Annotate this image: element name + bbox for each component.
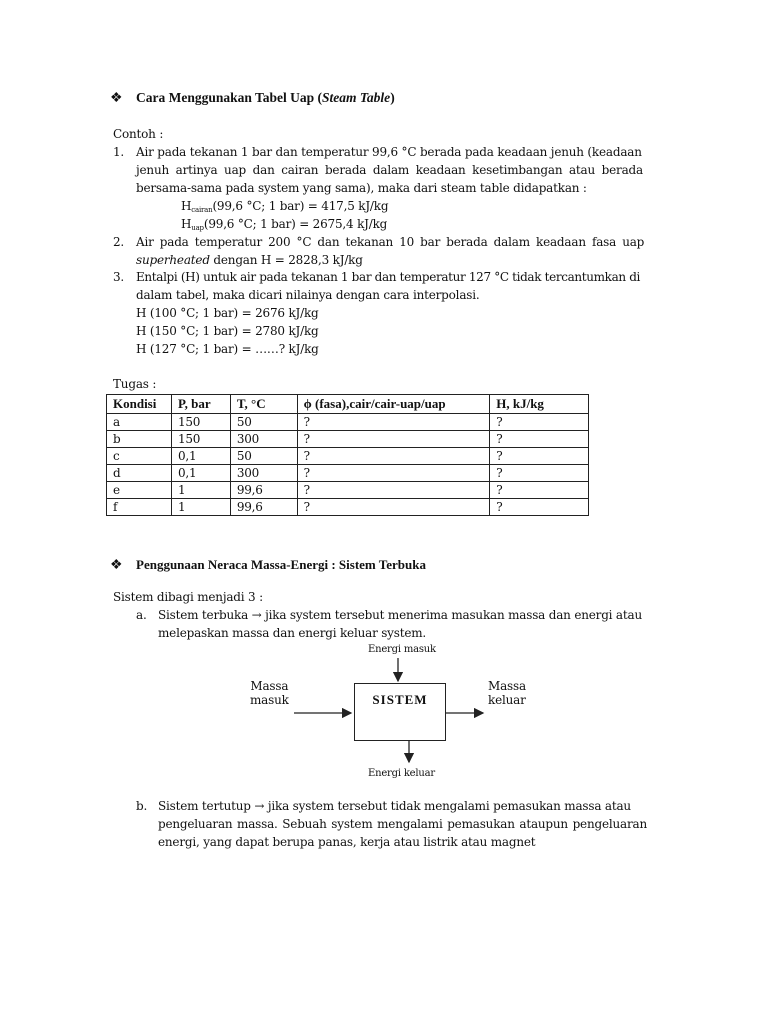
cell-temperature: 300: [230, 431, 297, 448]
cell-kondisi: d: [107, 465, 172, 482]
item3-line1: Entalpi (H) untuk air pada tekanan 1 bar dan temperatur 127 °C tidak tercantumkan di: [136, 270, 641, 284]
section1-title: Cara Menggunakan Tabel Uap (Steam Table): [136, 90, 395, 105]
item2-line1: Air pada temperatur 200 °C dan tekanan 10 bar berada dalam keadaan fasa uap: [136, 235, 645, 249]
cell-kondisi: a: [107, 414, 172, 431]
cell-pressure: 1: [171, 482, 230, 499]
cell-pressure: 0,1: [171, 448, 230, 465]
cell-phase: ?: [297, 431, 490, 448]
item-b-line1: Sistem tertutup → jika system tersebut tidak mengalami pemasukan massa atau: [158, 799, 631, 813]
cell-temperature: 99,6: [230, 499, 297, 516]
cell-kondisi: e: [107, 482, 172, 499]
h-cairan-equation: $H_{cairan}(99,6$ °C; 1 bar) = 417,5 kJ/kg: [181, 199, 389, 214]
cell-temperature: 300: [230, 465, 297, 482]
cell-pressure: 150: [171, 414, 230, 431]
cell-temperature: 99,6: [230, 482, 297, 499]
energi-keluar-label: Energi keluar: [368, 768, 435, 779]
item1-line1: Air pada tekanan 1 bar dan temperatur 99,6 °C berada pada keadaan jenuh (keadaan: [136, 145, 642, 159]
h-uap-equation: $H_{uap}(99,6$ °C; 1 bar) = 2675,4 kJ/kg: [181, 217, 388, 232]
header-phase: ϕ (fasa),cair/cair-uap/uap: [297, 395, 490, 414]
cell-temperature: 50: [230, 448, 297, 465]
item2-line2: superheated dengan H = 2828,3 kJ/kg: [136, 253, 363, 267]
cell-pressure: 150: [171, 431, 230, 448]
section-bullet-icon: ❖: [110, 91, 123, 106]
cell-phase: ?: [297, 482, 490, 499]
cell-enthalpy: ?: [490, 465, 589, 482]
massa-keluar-label: Massa keluar: [488, 679, 526, 707]
cell-kondisi: c: [107, 448, 172, 465]
cell-pressure: 0,1: [171, 465, 230, 482]
item-a-line1: Sistem terbuka → jika system tersebut menerima masukan massa dan energi atau: [158, 608, 642, 622]
cell-enthalpy: ?: [490, 482, 589, 499]
cell-phase: ?: [297, 448, 490, 465]
cell-enthalpy: ?: [490, 414, 589, 431]
section-bullet-icon: ❖: [110, 558, 123, 573]
cell-phase: ?: [297, 499, 490, 516]
header-pressure: P, bar: [171, 395, 230, 414]
item3-eq2: H (150 °C; 1 bar) = 2780 kJ/kg: [136, 324, 319, 338]
contoh-label: Contoh :: [113, 127, 164, 141]
cell-enthalpy: ?: [490, 448, 589, 465]
header-kondisi: Kondisi: [107, 395, 172, 414]
header-temperature: T, °C: [230, 395, 297, 414]
item-b-line2: pengeluaran massa. Sebuah system mengalami pemasukan ataupun pengeluaran: [158, 817, 648, 831]
sistem-intro: Sistem dibagi menjadi 3 :: [113, 590, 263, 604]
right-arrow-icon: →: [254, 799, 265, 813]
header-enthalpy: H, kJ/kg: [490, 395, 589, 414]
item3-eq1: H (100 °C; 1 bar) = 2676 kJ/kg: [136, 306, 319, 320]
energi-masuk-label: Energi masuk: [368, 644, 436, 655]
cell-temperature: 50: [230, 414, 297, 431]
right-arrow-icon: →: [251, 608, 262, 622]
cell-phase: ?: [297, 414, 490, 431]
cell-kondisi: b: [107, 431, 172, 448]
cell-pressure: 1: [171, 499, 230, 516]
item3-eq3: H (127 °C; 1 bar) = ……? kJ/kg: [136, 342, 319, 356]
massa-masuk-label: Massa masuk: [250, 679, 289, 707]
cell-enthalpy: ?: [490, 499, 589, 516]
item3-line2: dalam tabel, maka dicari nilainya dengan cara interpolasi.: [136, 288, 480, 302]
item-a-line2: melepaskan massa dan energi keluar system.: [158, 626, 427, 640]
sistem-box-label: SISTEM: [372, 692, 428, 707]
cell-enthalpy: ?: [490, 431, 589, 448]
cell-kondisi: f: [107, 499, 172, 516]
cell-phase: ?: [297, 465, 490, 482]
item-a-letter: a.: [136, 608, 147, 622]
item1-line3: bersama-sama pada system yang sama), maka dari steam table didapatkan :: [136, 181, 587, 195]
item1-number: 1.: [113, 145, 125, 159]
item-b-line3: energi, yang dapat berupa panas, kerja atau listrik atau magnet: [158, 835, 536, 849]
item1-line2: jenuh artinya uap dan cairan berada dalam keadaan kesetimbangan atau berada: [136, 163, 643, 177]
item2-number: 2.: [113, 235, 125, 249]
item3-number: 3.: [113, 270, 125, 284]
section2-title: Penggunaan Neraca Massa-Energi : Sistem Terbuka: [136, 557, 426, 572]
tugas-label: Tugas :: [113, 377, 157, 391]
item-b-letter: b.: [136, 799, 148, 813]
